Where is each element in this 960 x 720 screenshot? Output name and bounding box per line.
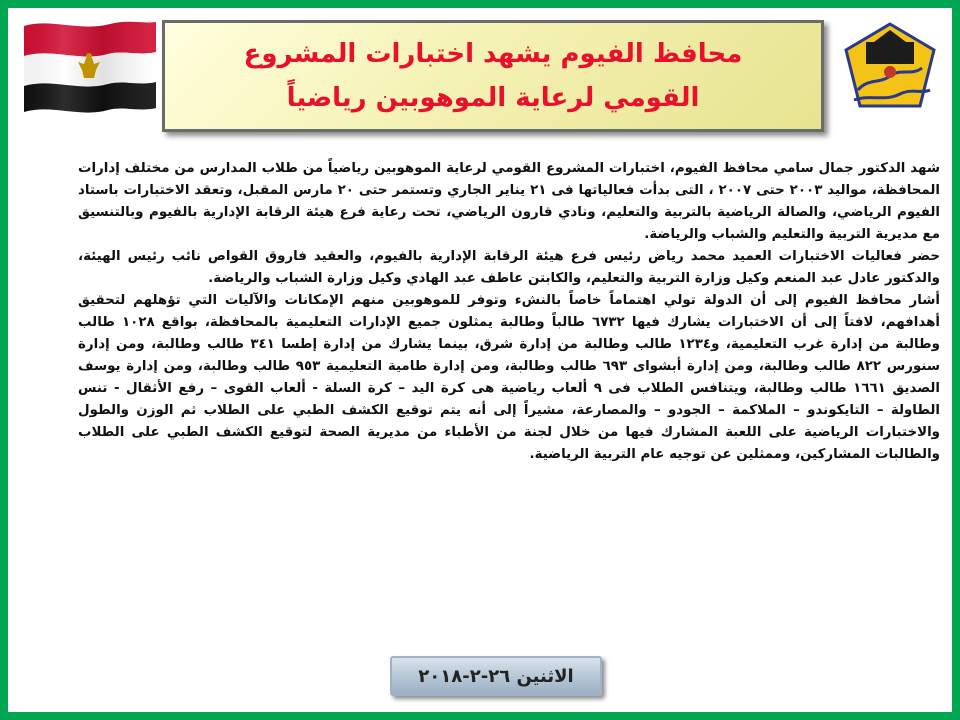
date-box bbox=[390, 656, 602, 696]
article-paragraph: أشار محافظ الفيوم إلى أن الدولة تولي اهتماماً خاصاً بالنشء وتوفر للموهوبين منهم الإمكانات والآليات التي تؤهلهم لتحقيق أهدافهم، لافتاً إلى أن الاختبارات يشارك فيها ٦٧٣٢ طالباً وطالبة يمثلون جميع الإدارات التعليمية بالمحافظة، بواقع ١٠٢٨ طالب وطالبة من إدارة غرب التعليمية، و١٢٣٤ طالب وطالبة من إدارة شرق، بينما يشارك من إدارة إطسا ٣٤١ طالب وطالبة، ومن إدارة سنورس ٨٢٢ طالب وطالبة، ومن إدارة أبشواى ٦٩٣ طالب وطالبة، ومن إدارة طامية التعليمية ٩٥٣ طالب وطالبة، ومن إدارة يوسف الصديق ١٦٦١ طالب وطالبة، ويتنافس الطلاب فى ٩ ألعاب رياضية هى كرة اليد – كرة السلة - ألعاب القوى – رفع الأثقال - تنس الطاولة – التايكوندو – الملاكمة – الجودو – والمصارعة، مشيراً إلى أنه يتم توقيع الكشف الطبي على الطلاب ثم الوزن والطول والاختبارات الرياضية على اللعبة المشارك فيها من خلال لجنة من الأطباء من مديرية الصحة لتوقيع الكشف الطبي على الطلاب والطالبات المشاركين، وممثلين عن توجيه عام التربية الرياضية. bbox=[78, 293, 941, 462]
fayoum-governorate-logo bbox=[840, 20, 940, 112]
headline-box bbox=[162, 20, 824, 132]
article-body bbox=[78, 158, 940, 466]
article-paragraph: شهد الدكتور جمال سامي محافظ الفيوم، اختبارات المشروع القومي لرعاية الموهوبين رياضياً من طلاب المدارس من مختلف إدارات المحافظة، مواليد ٢٠٠٣ حتى ٢٠٠٧ ، التى بدأت فعالياتها فى ٢١ يناير الجاري وتستمر حتى ٢٠ مارس المقبل، وتعقد الاختبارات باستاد الفيوم الرياضي، والصالة الرياضية بالتربية والتعليم، ونادي قارون الرياضي، تحت رعاية فرع هيئة الرقابة الإدارية بالفيوم وبالتنسيق مع مديرية التربية والتعليم والشباب والرياضة. bbox=[78, 161, 940, 242]
egypt-flag-icon bbox=[20, 18, 158, 114]
article-paragraph: حضر فعاليات الاختبارات العميد محمد رياض رئيس فرع هيئة الرقابة الإدارية بالفيوم، والعقيد فاروق القواص نائب رئيس الهيئة، والدكتور عادل عبد المنعم وكيل وزارة التربية والتعليم، والكابتن عاطف عبد الهادي وكيل وزارة الشباب والرياضة. bbox=[78, 249, 940, 286]
page bbox=[8, 8, 952, 712]
headline: محافظ الفيوم يشهد اختبارات المشروع القومي لرعاية الموهوبين رياضياً bbox=[243, 39, 743, 113]
publish-date: الاثنين ٢٦-٢-٢٠١٨ bbox=[418, 665, 574, 687]
